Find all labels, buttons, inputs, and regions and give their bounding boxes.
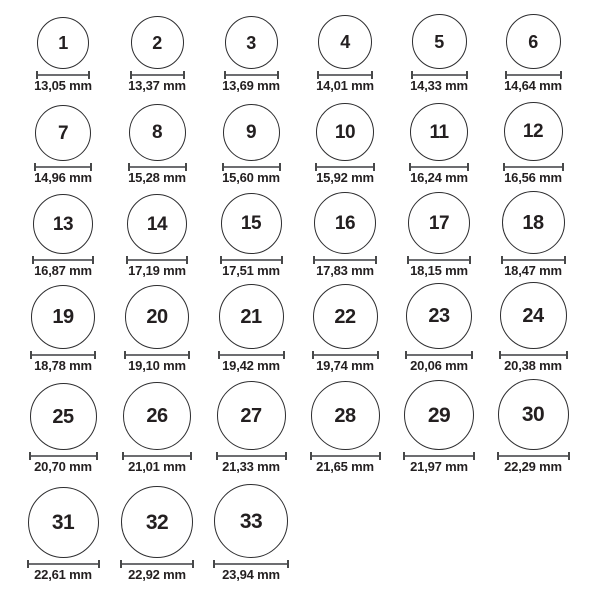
measure-bar [312, 455, 379, 457]
measure-bar [319, 74, 371, 76]
measure-bar [215, 563, 287, 565]
ring-size-number: 14 [146, 213, 168, 235]
diameter-measure-line [34, 163, 92, 171]
ring-circle [28, 487, 99, 558]
ring-size-cell [204, 184, 298, 277]
diameter-label: 22,29 mm [504, 459, 562, 474]
ring-size-number: 7 [57, 122, 69, 144]
diameter-measure-line [407, 256, 471, 264]
diameter-label: 22,92 mm [128, 567, 186, 582]
ring-size-cell [392, 184, 486, 277]
diameter-label: 17,51 mm [222, 263, 280, 278]
measure-bar [411, 166, 467, 168]
ring-size-number: 29 [427, 403, 451, 427]
diameter-label: 17,19 mm [128, 263, 186, 278]
measure-bar [317, 166, 373, 168]
diameter-label: 16,56 mm [504, 170, 562, 185]
measure-bar [32, 354, 94, 356]
measure-bar [126, 354, 188, 356]
diameter-measure-line [124, 351, 190, 359]
measure-bar [132, 74, 183, 76]
diameter-measure-line [36, 71, 90, 79]
ring-size-cell [298, 184, 392, 277]
diameter-label: 15,60 mm [222, 170, 280, 185]
ring-size-number: 30 [521, 403, 545, 426]
diameter-label: 20,70 mm [34, 459, 92, 474]
ring-circle [313, 284, 378, 349]
ring-circle [35, 105, 91, 161]
diameter-label: 13,05 mm [34, 78, 92, 93]
measure-bar [501, 354, 566, 356]
ring-size-cell [298, 277, 392, 372]
diameter-label: 22,61 mm [34, 567, 92, 582]
ring-size-number: 12 [522, 121, 544, 142]
measure-bar [38, 74, 88, 76]
ring-size-cell [486, 372, 580, 473]
diameter-measure-line [218, 351, 285, 359]
measure-bar [124, 455, 190, 457]
measure-bar [130, 166, 185, 168]
ring-size-number: 16 [334, 212, 356, 234]
ring-circle [219, 284, 284, 349]
ring-size-number: 32 [145, 510, 169, 534]
diameter-label: 21,97 mm [410, 459, 468, 474]
diameter-measure-line [27, 560, 100, 568]
diameter-measure-line [220, 256, 283, 264]
ring-size-cell [110, 277, 204, 372]
diameter-measure-line [310, 452, 381, 460]
ring-size-cell [110, 92, 204, 184]
diameter-label: 19,42 mm [222, 358, 280, 373]
diameter-measure-line [122, 452, 192, 460]
diameter-label: 17,83 mm [316, 263, 374, 278]
measure-bar [409, 259, 469, 261]
ring-circle [37, 17, 89, 69]
chart-row [0, 92, 600, 184]
diameter-measure-line [126, 256, 188, 264]
measure-bar [226, 74, 277, 76]
ring-circle [504, 102, 563, 161]
chart-row [0, 473, 600, 581]
ring-circle [412, 14, 467, 69]
ring-circle [123, 382, 191, 450]
ring-circle [214, 484, 288, 558]
ring-size-number: 17 [428, 212, 450, 234]
measure-bar [128, 259, 186, 261]
diameter-label: 18,78 mm [34, 358, 92, 373]
ring-size-number: 2 [152, 32, 162, 53]
diameter-measure-line [503, 163, 564, 171]
diameter-measure-line [499, 351, 568, 359]
ring-size-number: 6 [528, 31, 538, 52]
ring-circle [404, 380, 474, 450]
diameter-measure-line [312, 351, 379, 359]
diameter-measure-line [120, 560, 194, 568]
measure-bar [315, 259, 375, 261]
ring-size-cell [486, 0, 580, 92]
ring-size-cell [204, 473, 298, 581]
measure-bar [507, 74, 560, 76]
measure-bar [314, 354, 377, 356]
ring-size-number: 1 [58, 33, 68, 53]
ring-circle [316, 103, 374, 161]
ring-size-number: 31 [51, 511, 75, 534]
ring-size-cell [204, 92, 298, 184]
diameter-label: 16,87 mm [34, 263, 92, 278]
diameter-label: 18,47 mm [504, 263, 562, 278]
ring-circle [410, 103, 468, 161]
chart-row [0, 277, 600, 372]
ring-circle [408, 192, 470, 254]
ring-size-number: 4 [340, 32, 350, 52]
ring-size-cell [298, 0, 392, 92]
diameter-label: 19,74 mm [316, 358, 374, 373]
ring-circle [406, 283, 472, 349]
diameter-label: 20,06 mm [410, 358, 468, 373]
ring-size-number: 28 [334, 404, 356, 427]
ring-size-number: 20 [146, 306, 168, 328]
diameter-label: 14,01 mm [316, 78, 374, 93]
diameter-label: 19,10 mm [128, 358, 186, 373]
measure-bar [34, 259, 92, 261]
ring-size-cell [204, 277, 298, 372]
diameter-label: 18,15 mm [410, 263, 468, 278]
ring-circle [318, 15, 372, 69]
diameter-label: 23,94 mm [222, 567, 280, 582]
ring-size-cell [110, 0, 204, 92]
ring-size-number: 3 [246, 32, 256, 53]
ring-size-number: 25 [52, 405, 74, 428]
diameter-measure-line [501, 256, 566, 264]
diameter-measure-line [224, 71, 279, 79]
chart-row [0, 184, 600, 277]
diameter-label: 21,01 mm [128, 459, 186, 474]
diameter-measure-line [317, 71, 373, 79]
diameter-label: 15,92 mm [316, 170, 374, 185]
ring-size-number: 15 [240, 213, 262, 234]
ring-size-number: 13 [52, 213, 74, 235]
ring-size-number: 33 [239, 509, 263, 533]
measure-bar [218, 455, 285, 457]
ring-size-cell [16, 372, 110, 473]
measure-bar [31, 455, 96, 457]
diameter-measure-line [29, 452, 98, 460]
ring-size-cell [392, 92, 486, 184]
diameter-measure-line [30, 351, 96, 359]
ring-circle [33, 194, 93, 254]
diameter-label: 14,96 mm [34, 170, 92, 185]
diameter-measure-line [405, 351, 473, 359]
ring-size-cell [110, 184, 204, 277]
ring-circle [125, 285, 189, 349]
measure-bar [224, 166, 279, 168]
ring-size-cell [486, 92, 580, 184]
measure-bar [36, 166, 90, 168]
diameter-label: 21,33 mm [222, 459, 280, 474]
diameter-measure-line [505, 71, 562, 79]
ring-size-number: 11 [429, 121, 449, 143]
diameter-label: 15,28 mm [128, 170, 186, 185]
ring-size-cell [392, 277, 486, 372]
ring-size-cell [486, 277, 580, 372]
measure-bar [122, 563, 192, 565]
ring-size-number: 22 [334, 305, 356, 328]
ring-circle [221, 193, 282, 254]
ring-size-cell [486, 184, 580, 277]
diameter-measure-line [313, 256, 377, 264]
diameter-measure-line [411, 71, 468, 79]
ring-size-number: 26 [146, 405, 168, 427]
diameter-label: 14,33 mm [410, 78, 468, 93]
ring-size-cell [204, 372, 298, 473]
ring-size-cell [16, 473, 110, 581]
diameter-measure-line [497, 452, 570, 460]
ring-circle [129, 104, 186, 161]
ring-size-cell [298, 372, 392, 473]
ring-circle [506, 14, 561, 69]
measure-bar [405, 455, 473, 457]
ring-size-number: 19 [52, 306, 74, 328]
ring-size-number: 10 [334, 121, 356, 143]
diameter-label: 13,69 mm [222, 78, 280, 93]
ring-circle [500, 282, 567, 349]
ring-size-cell [16, 92, 110, 184]
ring-size-cell [204, 0, 298, 92]
ring-size-number: 8 [151, 122, 163, 143]
ring-circle [30, 383, 97, 450]
ring-size-number: 5 [434, 31, 444, 52]
measure-bar [407, 354, 471, 356]
ring-circle [498, 379, 569, 450]
diameter-measure-line [32, 256, 94, 264]
ring-size-cell [110, 372, 204, 473]
ring-circle [121, 486, 193, 558]
ring-size-number: 27 [240, 404, 262, 427]
diameter-label: 20,38 mm [504, 358, 562, 373]
ring-size-number: 24 [522, 304, 544, 327]
diameter-measure-line [409, 163, 469, 171]
ring-size-cell [392, 372, 486, 473]
diameter-measure-line [216, 452, 287, 460]
measure-bar [503, 259, 564, 261]
measure-bar [505, 166, 562, 168]
ring-size-number: 23 [428, 305, 450, 327]
ring-circle [131, 16, 184, 69]
ring-circle [217, 381, 286, 450]
diameter-measure-line [222, 163, 281, 171]
chart-row [0, 0, 600, 92]
ring-circle [127, 194, 187, 254]
ring-circle [314, 192, 376, 254]
ring-size-cell [298, 92, 392, 184]
ring-circle [311, 381, 380, 450]
ring-size-cell [16, 184, 110, 277]
measure-bar [29, 563, 98, 565]
ring-size-cell [110, 473, 204, 581]
ring-size-number: 21 [240, 305, 262, 328]
measure-bar [499, 455, 568, 457]
measure-bar [220, 354, 283, 356]
diameter-label: 16,24 mm [410, 170, 468, 185]
ring-circle [225, 16, 278, 69]
measure-bar [222, 259, 281, 261]
ring-circle [223, 104, 280, 161]
diameter-measure-line [128, 163, 187, 171]
ring-size-cell [16, 0, 110, 92]
ring-size-cell [16, 277, 110, 372]
ring-circle [502, 191, 565, 254]
diameter-label: 14,64 mm [504, 78, 562, 93]
diameter-measure-line [315, 163, 375, 171]
ring-size-cell [392, 0, 486, 92]
diameter-measure-line [213, 560, 289, 568]
ring-circle [31, 285, 95, 349]
diameter-measure-line [403, 452, 475, 460]
diameter-label: 13,37 mm [128, 78, 186, 93]
ring-size-number: 18 [522, 211, 544, 234]
chart-row [0, 372, 600, 473]
measure-bar [413, 74, 466, 76]
diameter-measure-line [130, 71, 185, 79]
ring-size-number: 9 [245, 122, 257, 143]
diameter-label: 21,65 mm [316, 459, 374, 474]
